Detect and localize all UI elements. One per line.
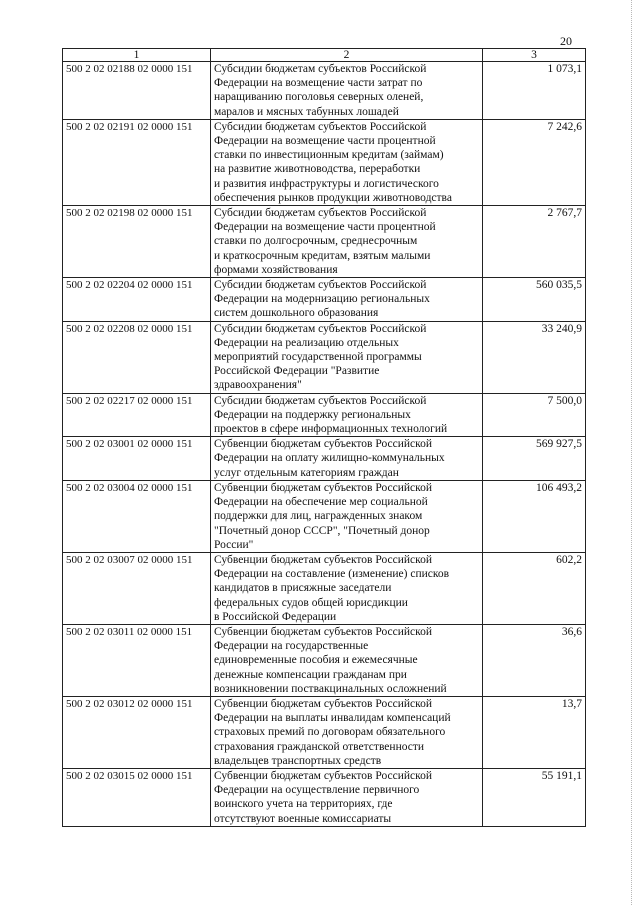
row-description: Субвенции бюджетам субъектов Российской Федерации на оплату жилищно-коммунальных услуг отдельным категориям граждан (211, 437, 483, 481)
header-row (63, 49, 586, 62)
row-code: 500 2 02 02188 02 0000 151 (63, 62, 211, 120)
row-description: Субсидии бюджетам субъектов Российской Федерации на поддержку региональных проектов в сфере информационных технологий (211, 393, 483, 437)
row-amount: 560 035,5 (483, 278, 586, 322)
row-code: 500 2 02 03011 02 0000 151 (63, 624, 211, 696)
table-row (63, 278, 586, 322)
table-row (63, 206, 586, 278)
row-description: Субвенции бюджетам субъектов Российской Федерации на выплаты инвалидам компенсаций страховых премий по договорам обязательного страхования гражданской ответственности владельцев транспортных средств (211, 696, 483, 768)
table-row (63, 768, 586, 826)
row-description: Субсидии бюджетам субъектов Российской Федерации на возмещение части процентной ставки по долгосрочным, среднесрочным и краткосрочным кредитам, взятым малыми формами хозяйствования (211, 206, 483, 278)
row-description: Субвенции бюджетам субъектов Российской Федерации на государственные единовременные пособия и ежемесячные денежные компенсации гражданам при возникновении поствакцинальных осложнений (211, 624, 483, 696)
row-amount: 106 493,2 (483, 480, 586, 552)
row-code: 500 2 02 03012 02 0000 151 (63, 696, 211, 768)
row-code: 500 2 02 03001 02 0000 151 (63, 437, 211, 481)
row-description: Субвенции бюджетам субъектов Российской Федерации на осуществление первичного воинского учета на территориях, где отсутствуют военные комиссариаты (211, 768, 483, 826)
row-amount: 7 500,0 (483, 393, 586, 437)
row-amount: 55 191,1 (483, 768, 586, 826)
header-col-1: 1 (63, 49, 211, 62)
row-code: 500 2 02 03015 02 0000 151 (63, 768, 211, 826)
row-amount: 7 242,6 (483, 119, 586, 205)
table-row (63, 119, 586, 205)
row-code: 500 2 02 02208 02 0000 151 (63, 321, 211, 393)
row-amount: 33 240,9 (483, 321, 586, 393)
table-row (63, 696, 586, 768)
row-description: Субсидии бюджетам субъектов Российской Федерации на возмещение части процентной ставки по инвестиционным кредитам (займам) на развитие животноводства, переработки и развития инфраструктуры и логистического обеспечения рынков продукции животноводства (211, 119, 483, 205)
page-number: 20 (560, 34, 572, 48)
row-code: 500 2 02 02204 02 0000 151 (63, 278, 211, 322)
table-row (63, 624, 586, 696)
row-amount: 1 073,1 (483, 62, 586, 120)
table-row (63, 62, 586, 120)
table-row (63, 321, 586, 393)
header-col-2: 2 (211, 49, 483, 62)
row-amount: 2 767,7 (483, 206, 586, 278)
row-code: 500 2 02 03007 02 0000 151 (63, 552, 211, 624)
row-description: Субвенции бюджетам субъектов Российской Федерации на обеспечение мер социальной поддержки для лиц, награжденных знаком "Почетный донор СССР", "Почетный донор России" (211, 480, 483, 552)
table-row (63, 437, 586, 481)
table-row (63, 393, 586, 437)
row-amount: 13,7 (483, 696, 586, 768)
row-description: Субвенции бюджетам субъектов Российской Федерации на составление (изменение) списков кандидатов в присяжные заседатели федеральных судов общей юрисдикции в Российской Федерации (211, 552, 483, 624)
budget-table (62, 48, 586, 827)
row-code: 500 2 02 02198 02 0000 151 (63, 206, 211, 278)
scan-edge-line (630, 0, 632, 905)
header-col-3: 3 (483, 49, 586, 62)
row-amount: 602,2 (483, 552, 586, 624)
row-amount: 569 927,5 (483, 437, 586, 481)
row-amount: 36,6 (483, 624, 586, 696)
row-description: Субсидии бюджетам субъектов Российской Федерации на модернизацию региональных систем дошкольного образования (211, 278, 483, 322)
row-code: 500 2 02 03004 02 0000 151 (63, 480, 211, 552)
table-row (63, 480, 586, 552)
row-description: Субсидии бюджетам субъектов Российской Федерации на реализацию отдельных мероприятий государственной программы Российской Федерации "Развитие здравоохранения" (211, 321, 483, 393)
row-code: 500 2 02 02217 02 0000 151 (63, 393, 211, 437)
table-row (63, 552, 586, 624)
row-description: Субсидии бюджетам субъектов Российской Федерации на возмещение части затрат по наращиванию поголовья северных оленей, маралов и мясных табунных лошадей (211, 62, 483, 120)
row-code: 500 2 02 02191 02 0000 151 (63, 119, 211, 205)
